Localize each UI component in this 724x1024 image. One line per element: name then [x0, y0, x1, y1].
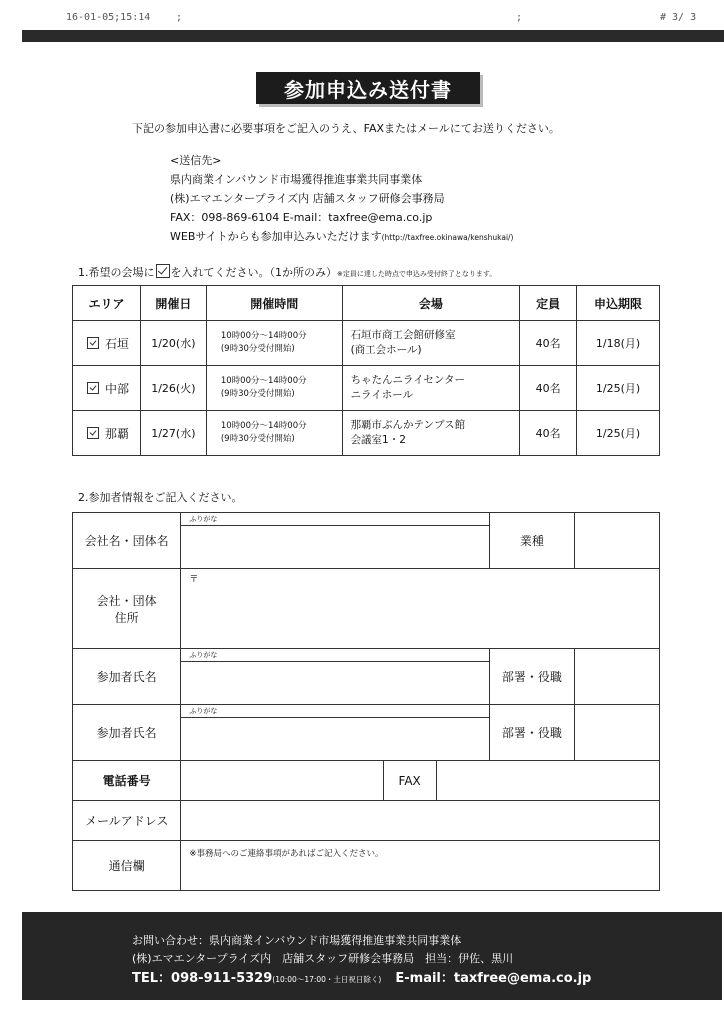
footer-tel: TEL：098-911-5329 [132, 971, 273, 986]
dept-label: 部署・役職 [490, 705, 575, 761]
send-to-org: 県内商業インバウンド市場獲得推進事業共同事業体 [170, 173, 423, 186]
venue-table-header [73, 286, 660, 321]
footer-email: E-mail：taxfree@ema.co.jp [395, 971, 592, 986]
time-cell [206, 321, 342, 366]
section1-title [78, 264, 496, 280]
col-header-venue: 会場 [342, 286, 520, 321]
deadline-cell: 1/25(月) [577, 411, 660, 456]
venue-room: 会議室1・2 [350, 434, 406, 446]
intro-text: 下記の参加申込書に必要事項をご記入のうえ、FAXまたはメールにてお送りください。 [132, 122, 560, 135]
table-row [73, 321, 660, 366]
send-to-office: (株)エマエンタープライズ内 店舗スタッフ研修会事務局 [170, 192, 445, 205]
venue-cell [342, 366, 520, 411]
check-icon [156, 264, 170, 278]
section2-title: 2.参加者情報をご記入ください。 [78, 491, 243, 504]
venue-table [72, 285, 660, 456]
footer-hours: (10:00～17:00・土日祝日除く) [272, 975, 382, 984]
form-row-participant-1 [73, 649, 660, 705]
address-label-1: 会社・団体 [96, 593, 157, 608]
company-label: 会社名・団体名 [73, 513, 181, 569]
time-reception: (9時30分受付開始) [220, 344, 295, 354]
table-row [73, 411, 660, 456]
email-label: メールアドレス [73, 801, 181, 841]
table-row [73, 366, 660, 411]
time-reception: (9時30分受付開始) [220, 434, 295, 444]
checkbox-ishigaki[interactable] [87, 337, 99, 349]
send-to-block [170, 151, 670, 247]
comm-label: 通信欄 [73, 841, 181, 891]
fax-separator: ; [176, 12, 183, 23]
area-label: 石垣 [105, 336, 130, 351]
col-header-area: エリア [73, 286, 141, 321]
dept-label: 部署・役職 [490, 649, 575, 705]
company-input[interactable] [181, 513, 490, 569]
venue-room: ニライホール [350, 389, 414, 401]
section1-title-post: を入れてください。（1か所のみ） [170, 266, 337, 279]
capacity-cell: 40名 [520, 321, 577, 366]
comm-input[interactable] [181, 841, 660, 891]
participant-label: 参加者氏名 [73, 705, 181, 761]
venue-cell [342, 321, 520, 366]
deadline-cell: 1/18(月) [577, 321, 660, 366]
industry-label: 業種 [490, 513, 575, 569]
fax-page-number: # 3/ 3 [660, 12, 697, 23]
col-header-capacity: 定員 [520, 286, 577, 321]
footer-line-3 [132, 967, 591, 986]
contact-footer [22, 912, 722, 1000]
area-label: 那覇 [105, 426, 130, 441]
form-row-participant-2 [73, 705, 660, 761]
postal-mark: 〒 [189, 575, 199, 585]
dept-input[interactable] [574, 649, 659, 705]
time-range: 10時00分～14時00分 [220, 421, 307, 431]
section1-note: ※定員に達した時点で申込み受付終了となります。 [337, 270, 497, 278]
form-row-phone [73, 761, 660, 801]
form-row-address [73, 569, 660, 649]
form-row-email [73, 801, 660, 841]
area-label: 中部 [105, 381, 130, 396]
web-text: WEBサイトからも参加申込みいただけます [170, 230, 382, 243]
section1-title-pre: 1.希望の会場に [78, 266, 155, 279]
time-cell [206, 411, 342, 456]
participant-label: 参加者氏名 [73, 649, 181, 705]
venue-cell [342, 411, 520, 456]
form-row-company [73, 513, 660, 569]
area-cell[interactable] [73, 411, 141, 456]
date-cell: 1/27(水) [140, 411, 206, 456]
industry-input[interactable] [574, 513, 659, 569]
fax-input[interactable] [436, 761, 659, 801]
furigana-label: ふりがな [189, 515, 218, 523]
checkbox-chubu[interactable] [87, 382, 99, 394]
venue-name: 那覇市ぶんかテンブス館 [350, 419, 466, 431]
email-input[interactable] [181, 801, 660, 841]
venue-name: ちゃたんニライセンター [350, 374, 466, 386]
dept-input[interactable] [574, 705, 659, 761]
fax-header [0, 12, 724, 28]
col-header-time: 開催時間 [206, 286, 342, 321]
time-cell [206, 366, 342, 411]
venue-room: (商工会ホール) [350, 344, 422, 356]
phone-label: 電話番号 [73, 761, 181, 801]
col-header-deadline: 申込期限 [577, 286, 660, 321]
time-range: 10時00分～14時00分 [220, 331, 307, 341]
date-cell: 1/20(水) [140, 321, 206, 366]
furigana-label: ふりがな [189, 651, 218, 659]
time-reception: (9時30分受付開始) [220, 389, 295, 399]
footer-line-1: お問い合わせ：県内商業インバウンド市場獲得推進事業共同事業体 [132, 934, 462, 947]
area-cell[interactable] [73, 321, 141, 366]
time-range: 10時00分～14時00分 [220, 376, 307, 386]
fax-timestamp: 16-01-05;15:14 [66, 12, 151, 23]
venue-name: 石垣市商工会館研修室 [350, 329, 456, 341]
address-input[interactable] [181, 569, 660, 649]
send-to-contact: FAX：098-869-6104 E-mail：taxfree@ema.co.jp [170, 211, 433, 224]
form-row-comm [73, 841, 660, 891]
address-label [73, 569, 181, 649]
send-to-heading: <送信先> [170, 154, 222, 167]
capacity-cell: 40名 [520, 366, 577, 411]
fax-separator: ; [516, 12, 523, 23]
comm-note: ※事務局へのご連絡事項があればご記入ください。 [189, 849, 384, 859]
participant-form [72, 512, 660, 891]
area-cell[interactable] [73, 366, 141, 411]
footer-line-2: (株)エマエンタープライズ内 店舗スタッフ研修会事務局 担当：伊佐、黒川 [132, 952, 514, 965]
top-black-bar [22, 30, 724, 42]
participant-name-input[interactable] [181, 705, 490, 761]
col-header-date: 開催日 [140, 286, 206, 321]
fax-label: FAX [383, 761, 436, 801]
checkbox-naha[interactable] [87, 427, 99, 439]
capacity-cell: 40名 [520, 411, 577, 456]
furigana-label: ふりがな [189, 707, 218, 715]
send-to-web [170, 227, 670, 247]
participant-name-input[interactable] [181, 649, 490, 705]
phone-input[interactable] [181, 761, 383, 801]
web-url: (http://taxfree.okinawa/kenshukai/) [381, 233, 514, 242]
deadline-cell: 1/25(月) [577, 366, 660, 411]
page-title: 参加申込み送付書 [256, 72, 480, 104]
date-cell: 1/26(火) [140, 366, 206, 411]
address-label-2: 住所 [114, 610, 139, 625]
